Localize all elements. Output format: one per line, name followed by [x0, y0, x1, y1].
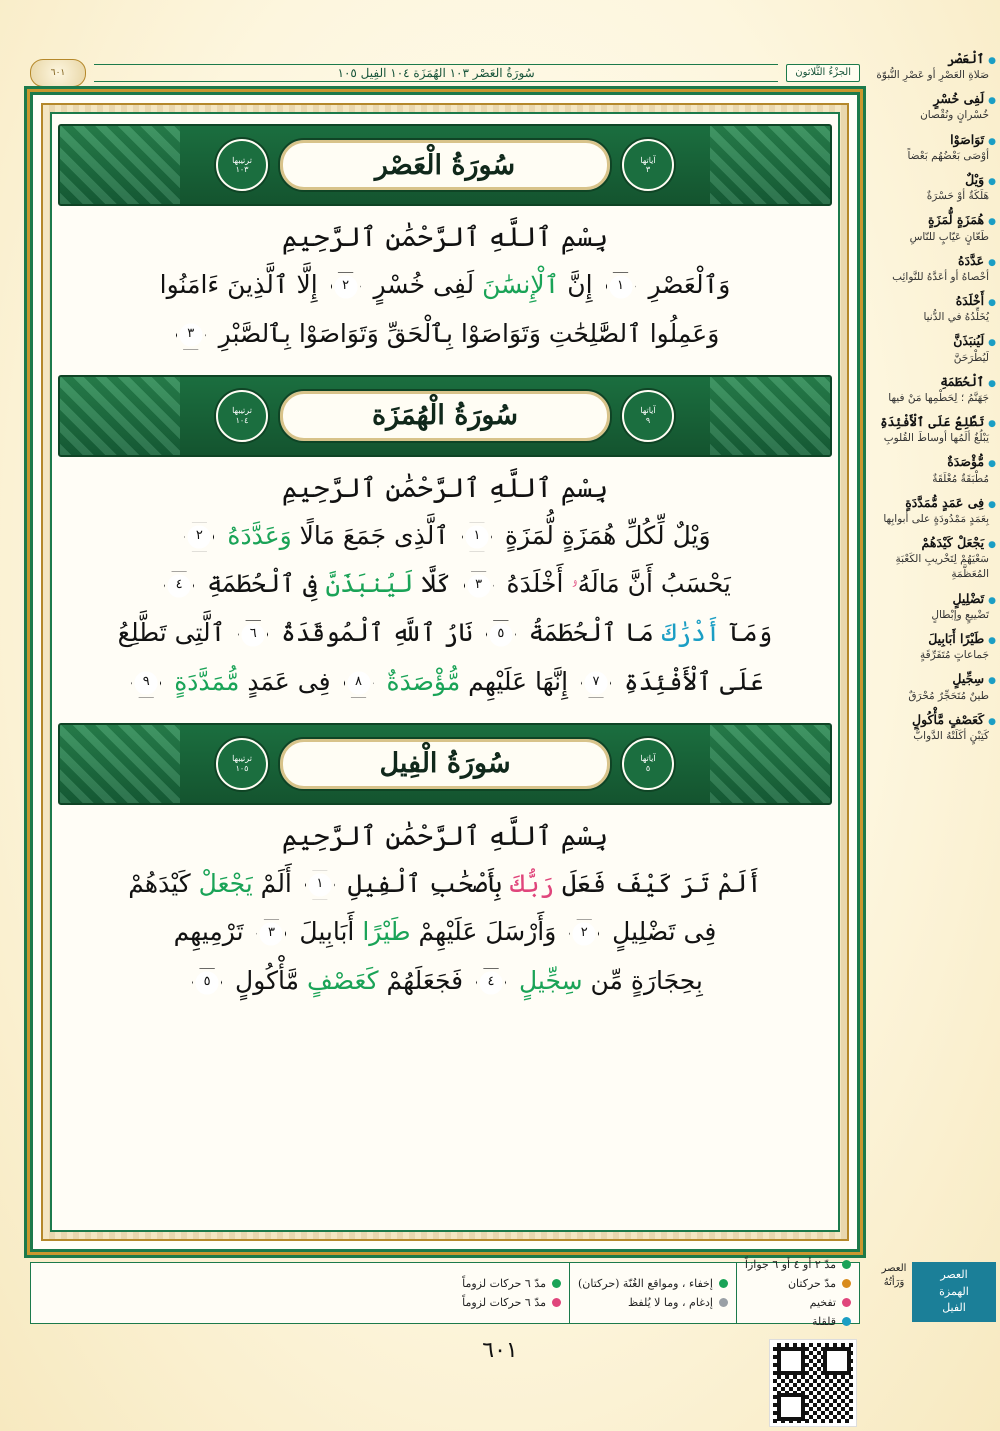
legend-color-dot — [552, 1298, 561, 1307]
ayah-text: وَعَمِلُوا ٱلصَّٰلِحَٰتِ وَتَوَاصَوْا بِٱلْحَقِّ وَتَوَاصَوْا بِٱلصَّبْرِ — [210, 318, 720, 348]
ayah-text: أَلَمْ — [252, 868, 300, 898]
bullet-icon: ● — [988, 217, 996, 228]
glossary-term — [868, 711, 996, 729]
glossary-definition: سَعْيَهُمْ لِتَخْريبِ الكَعْبَةِ المُعَظَّمَةِ — [895, 553, 989, 581]
glossary-term-text: عَدَّدَهُ — [958, 252, 985, 268]
surah-order-medal — [216, 139, 268, 191]
ayah-text: سِجِّيلٍ — [518, 966, 583, 995]
ayah-text: بِأَصْحَٰبِ ٱلْفِيلِ — [339, 868, 511, 898]
glossary-term — [868, 413, 996, 431]
glossary-term-text: لَفِى خُسْرٍ — [933, 91, 985, 107]
ayah-number: ١ — [606, 272, 636, 302]
glossary-entry — [868, 453, 996, 486]
tajweed-legend — [30, 1258, 860, 1328]
surah-name-plate — [278, 737, 612, 791]
glossary-term — [868, 50, 996, 68]
page-emblem: ٦٠١ — [30, 59, 86, 87]
margin-glossary — [868, 50, 996, 751]
glossary-term — [868, 252, 996, 270]
surah-name-plate — [278, 389, 612, 443]
glossary-term-text: مُّؤْصَدَةٌ — [947, 454, 985, 470]
surah-header-band — [58, 375, 832, 457]
ayah-number: ٤ — [164, 571, 194, 601]
ayah-text: مَا ٱلْحُطَمَةُ — [520, 618, 662, 647]
bullet-icon: ● — [988, 298, 996, 309]
ayat-block — [52, 261, 838, 365]
glossary-definition: خُسْرانٍ ونُقْصان — [920, 109, 989, 122]
bullet-icon: ● — [988, 636, 996, 647]
ayah-number: ٩ — [131, 668, 161, 698]
glossary-term — [868, 453, 996, 471]
page-number: ٦٠١ — [482, 1338, 518, 1363]
legend-color-dot — [842, 1260, 851, 1269]
legend-color-dot — [842, 1317, 851, 1326]
legend-label: مدّ ٢ أو ٤ أو ٦ جوازاً — [744, 1258, 836, 1271]
ayah-text: وَعَدَّدَهُ — [227, 520, 292, 550]
glossary-definition: جَماعاتٍ مُتَفَرِّقَةٍ — [920, 649, 989, 662]
glossary-entry — [868, 50, 996, 83]
bullet-icon: ● — [988, 378, 996, 389]
ayah-number: ٣ — [464, 571, 494, 601]
ayah-number: ٨ — [344, 668, 374, 698]
legend-col-mid — [569, 1263, 736, 1323]
mushaf-frame — [30, 92, 860, 1252]
ayah-line — [74, 908, 816, 957]
ayah-number: ٢ — [184, 522, 214, 552]
ayat-label: آياتها — [640, 406, 656, 416]
ayah-text: إِلَّا ٱلَّذِينَ ءَامَنُوا — [159, 270, 326, 299]
glossary-entry — [868, 590, 996, 623]
ayah-text: أَدْرَٰكَ — [661, 618, 721, 647]
bullet-icon: ● — [988, 56, 996, 66]
text-area — [50, 112, 840, 1232]
margin-tab-line: العصر — [940, 1268, 968, 1281]
legend-color-dot — [842, 1279, 851, 1288]
legend-color-dot — [719, 1279, 728, 1288]
glossary-definition: طينٌ مُتَحَجِّرٌ مُحْرَقٌ — [908, 689, 989, 702]
bullet-icon: ● — [988, 257, 996, 268]
margin-tab-line: الفيل — [942, 1301, 966, 1314]
ayat-label: آياتها — [640, 754, 656, 764]
legend-item — [745, 1277, 851, 1290]
ayah-text: أَلَمْ تَرَ كَيْفَ فَعَلَ — [554, 868, 762, 898]
ayah-text: يَحْسَبُ أَنَّ مَالَهُ — [577, 569, 731, 599]
glossary-term — [868, 332, 996, 350]
ayah-text — [166, 667, 174, 696]
ayah-line — [74, 609, 816, 658]
ayah-text: كَيْدَهُمْ — [128, 868, 199, 898]
ayah-text: ٱلْإِنسَٰنَ — [482, 270, 560, 299]
bullet-icon: ● — [988, 96, 996, 107]
legend-item — [462, 1296, 561, 1309]
glossary-entry — [868, 670, 996, 703]
margin-tab-top-line: العصر — [881, 1263, 907, 1274]
ayah-line — [74, 560, 816, 609]
glossary-term — [868, 90, 996, 108]
ayah-text: وَيْلٌ لِّكُلِّ هُمَزَةٍ لُّمَزَةٍ — [496, 520, 711, 550]
ayah-text: فَجَعَلَهُمْ — [378, 966, 472, 995]
surah-ayat-count-medal — [622, 139, 674, 191]
ayah-text: كَلَّا — [413, 569, 459, 599]
ayah-text: إِنَّ — [559, 270, 601, 299]
surah-name-plate — [278, 138, 612, 192]
glossary-definition: أحْصاهُ أو أعَدَّهُ للنَّوائِب — [892, 270, 989, 283]
glossary-term-text: ٱلْعَصْر — [947, 51, 985, 66]
ayah-text: وَٱلْعَصْرِ — [640, 270, 731, 299]
ayah-number: ١ — [305, 870, 335, 900]
surah-ayat-count-medal — [622, 738, 674, 790]
ayah-text: أَبَابِيلَ — [291, 917, 363, 947]
order-label: ترتيبها — [232, 406, 252, 416]
ayah-line — [74, 512, 816, 561]
basmala: بِسْمِ ٱللَّهِ ٱلرَّحْمَٰنِ ٱلرَّحِيمِ — [281, 820, 609, 852]
legend-col-left — [454, 1263, 569, 1323]
glossary-term-text: طَيْرًا أَبَابِيلَ — [928, 631, 985, 647]
ayah-text: مَّأْكُولٍ — [227, 966, 307, 995]
glossary-term-text: سِجِّيلٍ — [952, 671, 985, 687]
ayah-number: ٤ — [476, 968, 506, 998]
ayah-text: كَعَصْفٍ — [307, 966, 379, 995]
ayah-text: ٱلَّذِى جَمَعَ مَالًا — [291, 520, 457, 550]
order-label: ترتيبها — [232, 754, 252, 764]
ayah-text: إِنَّهَا عَلَيْهِم — [460, 666, 577, 696]
glossary-entry — [868, 131, 996, 164]
glossary-definition: بِعَمَدٍ مَمْدُودَةٍ على أبوابِها — [883, 512, 989, 525]
glossary-term — [868, 373, 996, 391]
juz-badge: الجزْءُ الثَّلاثون — [786, 64, 860, 83]
basmala: بِسْمِ ٱللَّهِ ٱلرَّحْمَٰنِ ٱلرَّحِيمِ — [281, 222, 609, 253]
bullet-icon: ● — [988, 459, 996, 470]
order-label: ترتيبها — [232, 155, 252, 165]
ayah-number: ٧ — [581, 668, 611, 698]
legend-label: قلقلة — [811, 1315, 836, 1328]
surah-name: سُورَةُ الْهُمَزَة — [372, 400, 518, 431]
glossary-entry — [868, 630, 996, 663]
surah-name: سُورَةُ الْفِيل — [379, 748, 511, 779]
glossary-term-text: فِى عَمَدٍ مُّمَدَّدَةٍ — [905, 494, 985, 510]
legend-item — [745, 1296, 851, 1309]
ayah-text: مُّؤْصَدَةٌ — [386, 666, 461, 696]
glossary-entry — [868, 413, 996, 446]
ayah-text: وَأَرْسَلَ عَلَيْهِمْ — [410, 917, 565, 947]
legend-item — [578, 1277, 728, 1290]
ayah-text: بِحِجَارَةٍ مِّن — [582, 966, 703, 995]
surah-breadcrumb: سُورَةُ العَصْر ١٠٣ الهُمَزَة ١٠٤ الفِيل ١٠٥ — [94, 64, 778, 82]
glossary-term-text: تَضْلِيلٍ — [952, 590, 985, 606]
ayah-number: ٢ — [569, 919, 599, 949]
ayah-number: ٥ — [192, 968, 222, 998]
glossary-term — [868, 670, 996, 688]
ayah-text: مُّمَدَّدَةٍ — [174, 666, 240, 696]
glossary-definition: جَهَنَّمُ ؛ لِحَطْمِها مَنْ فيها — [888, 391, 989, 404]
ayah-text: رَبُّكَ — [510, 868, 555, 898]
ayah-text: تَرْمِيهِم — [173, 917, 252, 947]
glossary-term-text: كَعَصْفٍ مَّأْكُولٍ — [912, 711, 985, 727]
glossary-entry — [868, 252, 996, 285]
glossary-definition: هَلَكَةٌ أوْ حَسْرَةٌ — [926, 190, 989, 203]
frame-border-inner — [41, 103, 849, 1241]
ayah-number: ٣ — [176, 320, 206, 350]
legend-item — [462, 1277, 561, 1290]
glossary-term — [868, 534, 996, 552]
glossary-term-text: تَوَاصَوْا — [950, 131, 985, 147]
glossary-definition: أوْصَى بَعْضُهُم بَعْضاً — [907, 149, 989, 162]
glossary-term-text: تَطَّلِعُ عَلَى ٱلْأَفْئِدَةِ — [880, 414, 985, 430]
glossary-definition: طَعّانٍ عَيّابٍ للنّاسِ — [909, 230, 989, 243]
ayah-line — [74, 957, 816, 1006]
legend-color-dot — [842, 1298, 851, 1307]
margin-tab-line: الهمزة — [939, 1284, 969, 1298]
glossary-entry — [868, 494, 996, 527]
bullet-icon: ● — [988, 338, 996, 349]
glossary-term — [868, 590, 996, 608]
glossary-term — [868, 292, 996, 310]
surah-ayat-count-medal — [622, 390, 674, 442]
glossary-term-text: يَجْعَلْ كَيْدَهُمْ — [921, 535, 985, 551]
bullet-icon: ● — [988, 177, 996, 188]
glossary-term-text: ٱلْحُطَمَةِ — [940, 373, 985, 389]
glossary-entry — [868, 373, 996, 406]
legend-label: مدّ حركتان — [787, 1277, 836, 1290]
glossary-definition: تَضْييعٍ وإبْطالٍ — [931, 608, 989, 621]
margin-tab-top-line: وَرَأتُهُ — [883, 1277, 905, 1288]
ayah-text: ٱلَّتِى تَطَّلِعُ — [117, 618, 234, 647]
ayah-number: ١ — [462, 522, 492, 552]
ayah-number: ٣ — [256, 919, 286, 949]
order-value: ١٠٣ — [235, 165, 249, 174]
glossary-entry — [868, 171, 996, 204]
glossary-term-text: أَخْلَدَهُ — [955, 293, 985, 309]
ayah-line — [74, 261, 816, 310]
ayat-block — [52, 512, 838, 713]
ayah-line — [74, 310, 816, 359]
ayah-text — [511, 966, 519, 995]
glossary-term — [868, 171, 996, 189]
bullet-icon: ● — [988, 499, 996, 510]
glossary-definition: يُخَلِّدُهُ في الدُّنيا — [923, 311, 989, 324]
glossary-term-text: لَيُنبَذَنَّ — [953, 333, 985, 349]
ayah-number: ٦ — [238, 620, 268, 650]
glossary-term — [868, 630, 996, 648]
legend-label: مدّ ٦ حركات لزوماً — [462, 1277, 546, 1290]
page-header — [30, 58, 860, 88]
order-value: ١٠٥ — [235, 763, 249, 773]
legend-label: إدغام ، وما لا يُلفظ — [627, 1296, 713, 1309]
glossary-entry — [868, 90, 996, 123]
surah-header-band — [58, 723, 832, 805]
legend-label: تفخيم — [809, 1296, 836, 1309]
glossary-term — [868, 211, 996, 229]
glossary-entry — [868, 534, 996, 583]
bullet-icon: ● — [988, 136, 996, 147]
ayah-text: نَارُ ٱللَّهِ ٱلْمُوقَدَةُ — [273, 618, 481, 647]
bullet-icon: ● — [988, 716, 996, 727]
legend-item — [578, 1296, 728, 1309]
glossary-entry — [868, 711, 996, 744]
surah-order-medal — [216, 390, 268, 442]
ayah-text: لَفِى خُسْرٍ — [365, 270, 483, 299]
glossary-term — [868, 494, 996, 512]
ayah-line — [74, 658, 816, 707]
bullet-icon: ● — [988, 540, 996, 551]
ayah-text: ۥ — [571, 569, 578, 599]
ayah-text: طَيْرًا — [362, 917, 411, 947]
bullet-icon: ● — [988, 419, 996, 430]
legend-color-dot — [552, 1279, 561, 1288]
ayah-text: فِى عَمَدٍ — [239, 666, 339, 696]
legend-label: إخفاء ، ومواقع الغُنّة (حركتان) — [578, 1277, 713, 1290]
bullet-icon: ● — [988, 595, 996, 606]
glossary-definition: يَبْلُغُ ألَمُها أوساطَ القُلوبِ — [883, 432, 989, 445]
ayat-value: ٩ — [645, 415, 651, 425]
ayah-text: فِى ٱلْحُطَمَةِ — [199, 569, 326, 599]
qr-code[interactable] — [770, 1340, 856, 1426]
ayah-text: أَخْلَدَهُ — [498, 569, 572, 599]
bullet-icon: ● — [988, 676, 996, 687]
ayah-text: لَيُنبَذَنَّ — [325, 569, 414, 599]
margin-surah-tab — [912, 1262, 996, 1322]
ayat-value: ٥ — [645, 763, 651, 773]
legend-item — [745, 1258, 851, 1271]
ayat-block — [52, 860, 838, 1012]
ayat-label: آياتها — [640, 155, 656, 165]
order-value: ١٠٤ — [235, 415, 249, 425]
ayah-number: ٥ — [486, 620, 516, 650]
glossary-definition: لَيُطْرَحَنَّ — [953, 351, 989, 364]
glossary-entry — [868, 211, 996, 244]
ayah-line — [74, 860, 816, 909]
surah-header-band — [58, 124, 832, 206]
legend-label: مدّ ٦ حركات لزوماً — [462, 1296, 546, 1309]
glossary-definition: كَتِبْنٍ أكَلَتْهُ الدَّوابُّ — [913, 729, 989, 742]
legend-col-right — [736, 1258, 859, 1328]
glossary-definition: صَلاةِ العَصْرِ أو عَصْرِ النُّبوّة — [876, 69, 989, 82]
margin-tab-top — [872, 1262, 916, 1290]
glossary-term-text: وَيْلٌ — [965, 172, 985, 188]
ayah-text: يَجْعَلْ — [198, 868, 253, 898]
glossary-entry — [868, 292, 996, 325]
glossary-entry — [868, 332, 996, 365]
ayah-text: وَمَآ — [720, 618, 773, 647]
legend-item — [745, 1315, 851, 1328]
ayah-text: عَلَى ٱلْأَفْئِدَةِ — [616, 666, 764, 696]
glossary-definition: مُطْبَقَةٌ مُغْلَقَةٌ — [932, 472, 989, 485]
glossary-term — [868, 131, 996, 149]
glossary-term-text: هُمَزَةٍ لُّمَزَةٍ — [928, 212, 985, 228]
ayah-text: فِى تَضْلِيلٍ — [604, 917, 717, 947]
surah-name: سُورَةُ الْعَصْر — [374, 149, 516, 181]
surah-order-medal — [216, 738, 268, 790]
legend-color-dot — [719, 1298, 728, 1307]
ayat-value: ٣ — [645, 165, 651, 174]
ayah-number: ٢ — [331, 272, 361, 302]
basmala: بِسْمِ ٱللَّهِ ٱلرَّحْمَٰنِ ٱلرَّحِيمِ — [281, 472, 609, 504]
